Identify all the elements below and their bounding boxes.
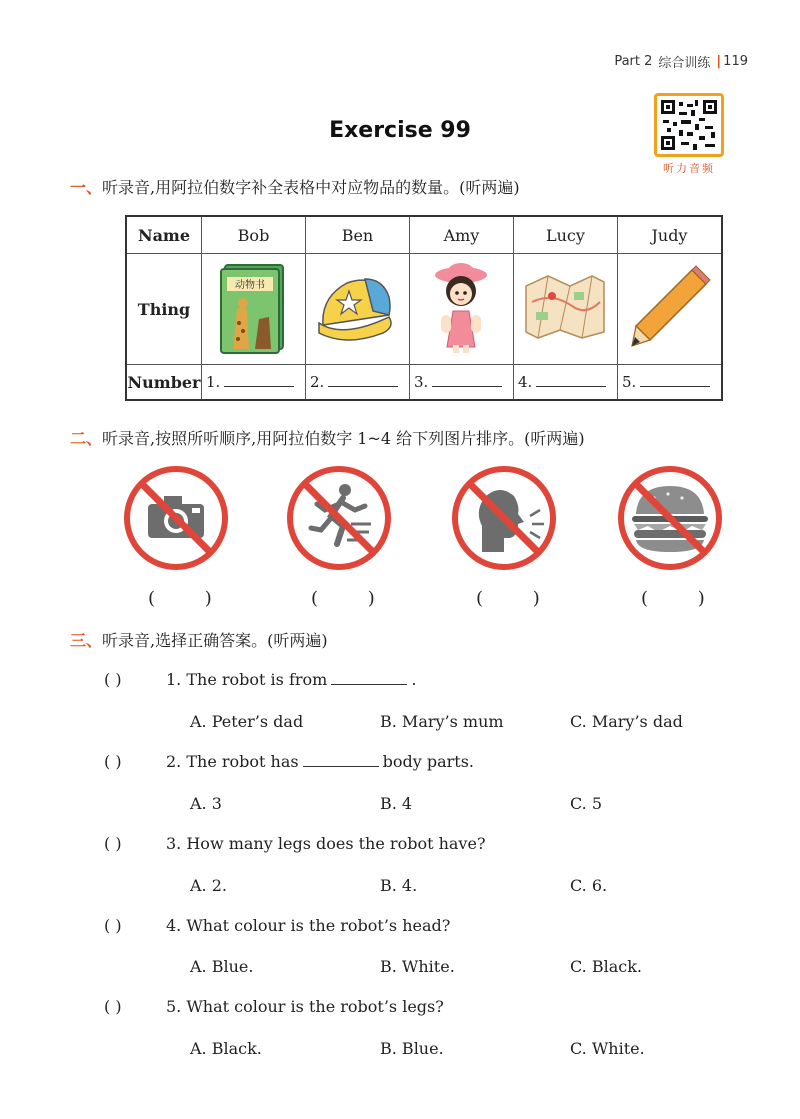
no-burger-icon: [618, 466, 722, 570]
number-answer-cell[interactable]: [202, 365, 306, 401]
table-row-things: [126, 254, 722, 365]
option-b[interactable]: B. Blue.: [380, 1039, 444, 1058]
question-4: [104, 916, 450, 935]
name-cell: Judy: [617, 216, 722, 254]
question-text: 1. The robot is from: [166, 670, 328, 689]
table-row-numbers: [126, 365, 722, 401]
section-1-instruction: 听录音,用阿拉伯数字补全表格中对应物品的数量。(听两遍): [102, 178, 520, 197]
question-text: 2. The robot has: [166, 752, 299, 771]
question-1: [104, 670, 416, 689]
answer-blank[interactable]: [331, 684, 407, 685]
option-c[interactable]: C. 6.: [570, 876, 608, 895]
number-index: 1.: [206, 373, 221, 391]
answer-parentheses[interactable]: ( ): [104, 834, 122, 853]
section-2-number: 二、: [70, 429, 103, 448]
thing-cell-pencil: [617, 254, 722, 365]
answer-blank[interactable]: [328, 386, 398, 387]
answer-blank[interactable]: [303, 766, 379, 767]
thing-cell-map: [513, 254, 617, 365]
no-camera-sign: [124, 466, 228, 574]
question-3: [104, 834, 486, 853]
order-answer-4[interactable]: ( ): [641, 588, 727, 609]
question-5: [104, 997, 444, 1016]
answer-blank[interactable]: [224, 386, 294, 387]
option-b[interactable]: B. White.: [380, 957, 455, 976]
answer-parentheses[interactable]: ( ): [104, 997, 122, 1016]
number-header: Number: [126, 365, 202, 401]
no-shouting-icon: [452, 466, 556, 570]
name-cell: Lucy: [513, 216, 617, 254]
qr-caption: 听力音频: [663, 162, 715, 175]
number-answer-cell[interactable]: [513, 365, 617, 401]
section-3-heading: [70, 628, 328, 651]
section-1-number: 一、: [70, 178, 103, 197]
section-3-number: 三、: [70, 631, 103, 650]
option-c[interactable]: C. Black.: [570, 957, 642, 976]
book-title-text: 动物书: [235, 280, 266, 291]
name-cell: Bob: [202, 216, 306, 254]
items-table: [125, 215, 723, 401]
number-index: 2.: [309, 373, 325, 391]
thing-header: Thing: [126, 254, 202, 365]
question-text: 4. What colour is the robot’s head?: [166, 916, 451, 935]
number-index: 3.: [413, 373, 429, 391]
order-answer-3[interactable]: ( ): [476, 588, 562, 609]
option-a[interactable]: A. 3: [190, 794, 222, 813]
name-cell: Ben: [305, 216, 409, 254]
thing-cell-book: [202, 254, 306, 365]
number-answer-cell[interactable]: [617, 365, 722, 401]
option-a[interactable]: A. Black.: [190, 1039, 262, 1058]
answer-parentheses[interactable]: ( ): [104, 752, 122, 771]
map-icon: [522, 272, 608, 342]
name-cell: Amy: [409, 216, 513, 254]
no-camera-icon: [124, 466, 228, 570]
option-a[interactable]: A. Peter’s dad: [190, 712, 304, 731]
section-1-heading: [70, 175, 520, 198]
order-answer-2[interactable]: ( ): [311, 588, 397, 609]
header-divider: |: [716, 54, 722, 69]
option-b[interactable]: B. 4.: [380, 876, 418, 895]
section-3-instruction: 听录音,选择正确答案。(听两遍): [102, 631, 328, 650]
no-running-sign: [287, 466, 391, 574]
answer-blank[interactable]: [432, 386, 502, 387]
page-header: [614, 52, 748, 71]
question-text-end: body parts.: [382, 752, 475, 771]
number-answer-cell[interactable]: [409, 365, 513, 401]
cap-icon: [313, 267, 401, 347]
no-shouting-sign: [452, 466, 556, 574]
section-2-instruction: 听录音,按照所听顺序,用阿拉伯数字 1~4 给下列图片排序。(听两遍): [102, 429, 585, 448]
part-label: Part 2: [614, 54, 653, 69]
option-c[interactable]: C. 5: [570, 794, 603, 813]
doll-icon: [421, 259, 501, 355]
answer-parentheses[interactable]: ( ): [104, 670, 122, 689]
option-a[interactable]: A. 2.: [190, 876, 227, 895]
no-running-icon: [287, 466, 391, 570]
question-2: [104, 752, 474, 771]
option-c[interactable]: C. Mary’s dad: [570, 712, 683, 731]
pencil-icon: [626, 264, 712, 350]
option-b[interactable]: B. Mary’s mum: [380, 712, 504, 731]
question-text-end: .: [411, 670, 417, 689]
number-index: 4.: [517, 373, 533, 391]
option-c[interactable]: C. White.: [570, 1039, 645, 1058]
number-answer-cell[interactable]: [305, 365, 409, 401]
table-row-names: [126, 216, 722, 254]
option-b[interactable]: B. 4: [380, 794, 413, 813]
option-a[interactable]: A. Blue.: [190, 957, 254, 976]
page-title: Exercise 99: [329, 118, 471, 143]
animal-book-icon: [213, 259, 293, 355]
answer-blank[interactable]: [536, 386, 606, 387]
thing-cell-cap: [305, 254, 409, 365]
thing-cell-doll: [409, 254, 513, 365]
question-text: 3. How many legs does the robot have?: [166, 834, 486, 853]
name-header: Name: [126, 216, 202, 254]
part-subtitle: 综合训练: [658, 56, 711, 71]
number-index: 5.: [621, 373, 637, 391]
section-2-heading: [70, 426, 585, 449]
order-answer-1[interactable]: ( ): [148, 588, 234, 609]
question-text: 5. What colour is the robot’s legs?: [166, 997, 444, 1016]
answer-blank[interactable]: [640, 386, 710, 387]
page-number: 119: [723, 54, 748, 69]
answer-parentheses[interactable]: ( ): [104, 916, 122, 935]
no-food-sign: [618, 466, 722, 574]
